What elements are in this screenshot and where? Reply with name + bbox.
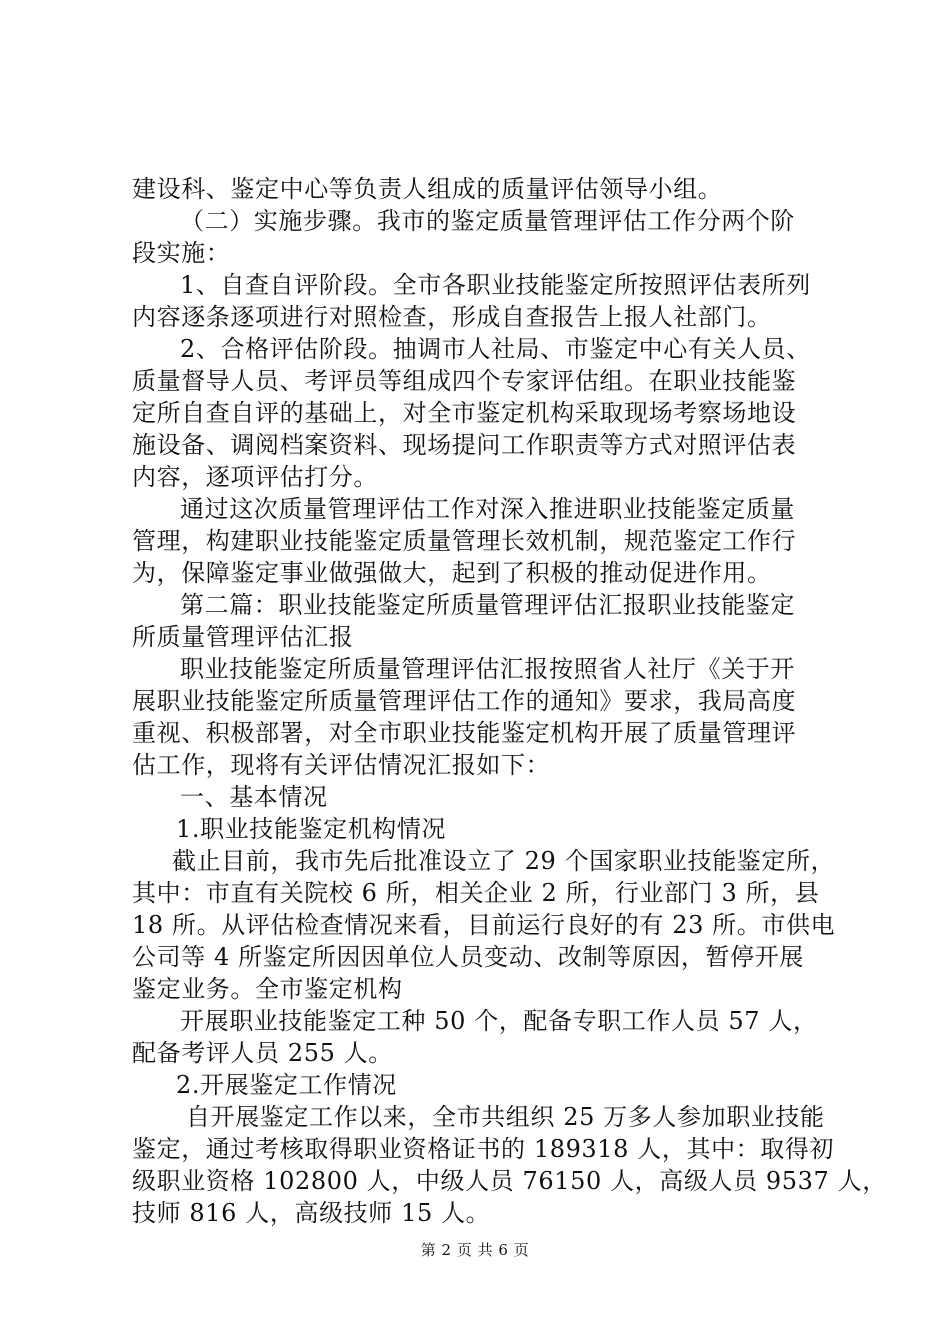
text-line: 鉴定，通过考核取得职业资格证书的 189318 人，其中：取得初 bbox=[132, 1135, 835, 1163]
text-line: 技师 816 人，高级技师 15 人。 bbox=[132, 1199, 491, 1227]
section-heading: 所质量管理评估汇报 bbox=[132, 623, 354, 651]
text-line: 其中：市直有关院校 6 所，相关企业 2 所，行业部门 3 所，县 bbox=[132, 879, 820, 907]
text-line: 截止目前，我市先后批准设立了 29 个国家职业技能鉴定所， bbox=[172, 847, 836, 875]
text-line: 18 所。从评估检查情况来看，目前运行良好的有 23 所。市供电 bbox=[132, 911, 836, 939]
text-line: 开展职业技能鉴定工种 50 个，配备专职工作人员 57 人， bbox=[180, 1007, 818, 1035]
text-line: 展职业技能鉴定所质量管理评估工作的通知》要求，我局高度 bbox=[132, 687, 797, 715]
text-line: 级职业资格 102800 人，中级人员 76150 人，高级人员 9537 人， bbox=[132, 1167, 887, 1195]
text-line: 公司等 4 所鉴定所因因单位人员变动、改制等原因，暂停开展 bbox=[132, 943, 804, 971]
text-line: 职业技能鉴定所质量管理评估汇报按照省人社厅《关于开 bbox=[180, 655, 795, 683]
text-line: 内容，逐项评估打分。 bbox=[132, 463, 378, 491]
text-line: 建设科、鉴定中心等负责人组成的质量评估领导小组。 bbox=[132, 175, 723, 203]
text-line: 为，保障鉴定事业做强做大，起到了积极的推动促进作用。 bbox=[132, 559, 772, 587]
text-line: 施设备、调阅档案资料、现场提问工作职责等方式对照评估表 bbox=[132, 431, 797, 459]
document-body bbox=[132, 173, 887, 1229]
text-line: 段实施： bbox=[132, 239, 231, 267]
text-line: 鉴定业务。全市鉴定机构 bbox=[132, 975, 403, 1003]
text-line: 1、自查自评阶段。全市各职业技能鉴定所按照评估表所列 bbox=[180, 271, 811, 299]
section-heading: 一、基本情况 bbox=[180, 783, 328, 811]
text-line: 自开展鉴定工作以来，全市共组织 25 万多人参加职业技能 bbox=[186, 1103, 825, 1131]
page-number-footer: 第 2 页 共 6 页 bbox=[420, 1241, 530, 1259]
text-line: 估工作，现将有关评估情况汇报如下： bbox=[132, 751, 551, 779]
text-line: 2、合格评估阶段。抽调市人社局、市鉴定中心有关人员、 bbox=[180, 335, 811, 363]
subsection-heading: 1.职业技能鉴定机构情况 bbox=[176, 815, 447, 843]
subsection-heading: 2.开展鉴定工作情况 bbox=[176, 1071, 397, 1099]
text-line: 内容逐条逐项进行对照检查，形成自查报告上报人社部门。 bbox=[132, 303, 772, 331]
text-line: 配备考评人员 255 人。 bbox=[132, 1039, 393, 1067]
text-line: （二）实施步骤。我市的鉴定质量管理评估工作分两个阶 bbox=[180, 207, 795, 235]
text-line: 管理，构建职业技能鉴定质量管理长效机制，规范鉴定工作行 bbox=[132, 527, 797, 555]
text-line: 定所自查自评的基础上，对全市鉴定机构采取现场考察场地设 bbox=[132, 399, 797, 427]
text-line: 通过这次质量管理评估工作对深入推进职业技能鉴定质量 bbox=[180, 495, 795, 523]
text-line: 质量督导人员、考评员等组成四个专家评估组。在职业技能鉴 bbox=[132, 367, 797, 395]
text-line: 重视、积极部署，对全市职业技能鉴定机构开展了质量管理评 bbox=[132, 719, 797, 747]
section-heading: 第二篇：职业技能鉴定所质量管理评估汇报职业技能鉴定 bbox=[180, 591, 795, 619]
